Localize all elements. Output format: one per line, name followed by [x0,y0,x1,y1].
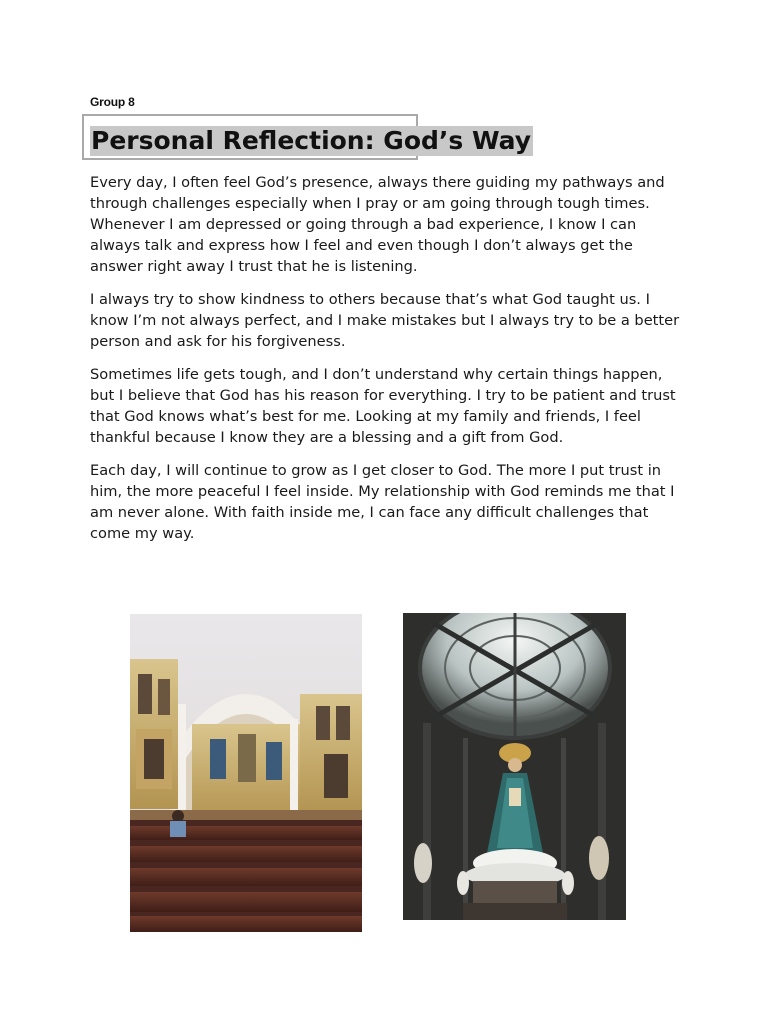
church-interior-photo [130,614,362,932]
page-title: Personal Reflection: God’s Way [91,126,532,155]
group-label: Group 8 [90,95,135,109]
paragraph-1: Every day, I often feel God’s presence, always there guiding my pathways and through challenges especially when I pray or am going through tough times. Whenever I am depressed or going through a bad experience, I know I can always talk and express how I feel and even though I don’t always get the answer right away I trust that he is listening. [90,174,665,275]
virgin-mary-statue-photo [403,613,626,920]
reflection-body [90,172,682,556]
paragraph-4: Each day, I will continue to grow as I get closer to God. The more I put trust in him, the more peaceful I feel inside. My relationship with God reminds me that I am never alone. With faith inside me, I can face any difficult challenges that come my way. [90,462,675,542]
paragraph-3: Sometimes life gets tough, and I don’t understand why certain things happen, but I believe that God has his reason for everything. I try to be patient and trust that God knows what’s best for me. Looking at my family and friends, I feel thankful because I know they are a blessing and a gift from God. [90,366,676,446]
paragraph-2: I always try to show kindness to others because that’s what God taught us. I know I’m not always perfect, and I make mistakes but I always try to be a better person and ask for his forgiveness. [90,291,680,350]
